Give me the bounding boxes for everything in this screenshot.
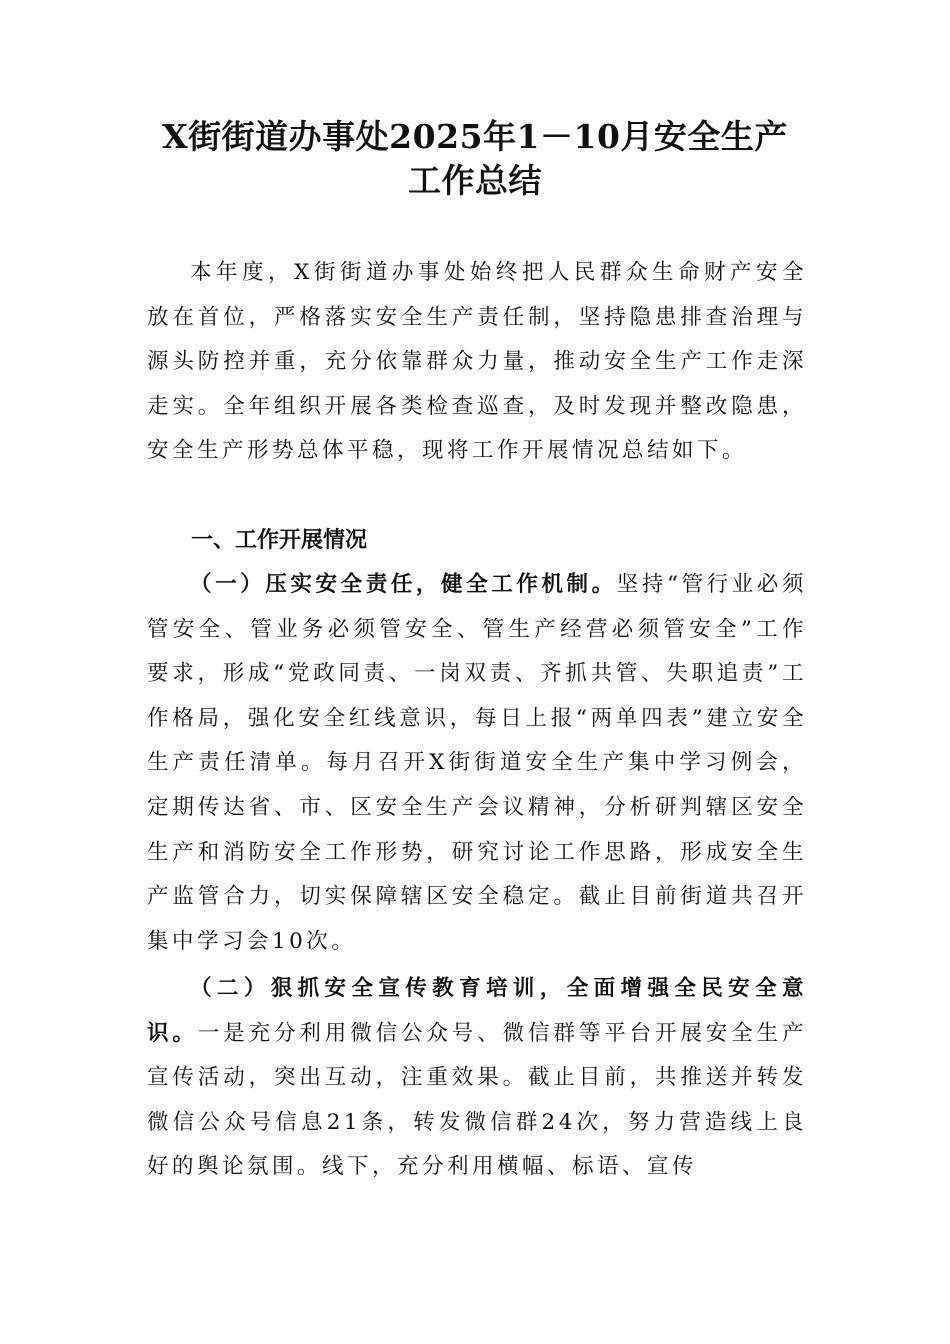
document-title-line1: X街街道办事处2025年1－10月安全生产: [162, 117, 788, 156]
section-heading: 一、工作开展情况: [191, 528, 368, 553]
item1-lead: （一）压实安全责任，健全工作机制。: [190, 572, 617, 597]
item2-lead: （二）狠抓安全宣传教育培训，全面增强全民安全意识。: [147, 976, 807, 1046]
item2-paragraph: [147, 967, 807, 1190]
item1-body: 坚持“管行业必须管安全、管业务必须管安全、管生产经营必须管安全”工作要求，形成“党政同责、一岗双责、齐抓共管、失职追责”工作格局，强化安全红线意识，每日上报“两单四表”建立安全生产责任清单。每月召开X街街道安全生产集中学习例会，定期传达省、市、区安全生产会议精神，分析研判辖区安全生产和消防安全工作形势，研究讨论工作思路，形成安全生产监管合力，切实保障辖区安全稳定。截止目前街道共召开集中学习会10次。: [147, 572, 807, 954]
document-title-line2: 工作总结: [408, 161, 542, 200]
item2-body: 一是充分利用微信公众号、微信群等平台开展安全生产宣传活动，突出互动，注重效果。截止目前，共推送并转发微信公众号信息21条，转发微信群24次，努力营造线上良好的舆论氛围。线下，充分利用横幅、标语、宣传: [147, 1020, 807, 1180]
item1-paragraph: [147, 563, 807, 964]
intro-paragraph: 本年度，X街街道办事处始终把人民群众生命财产安全放在首位，严格落实安全生产责任制，坚持隐患排查治理与源头防控并重，充分依靠群众力量，推动安全生产工作走深走实。全年组织开展各类检查巡查，及时发现并整改隐患，安全生产形势总体平稳，现将工作开展情况总结如下。: [147, 260, 807, 464]
